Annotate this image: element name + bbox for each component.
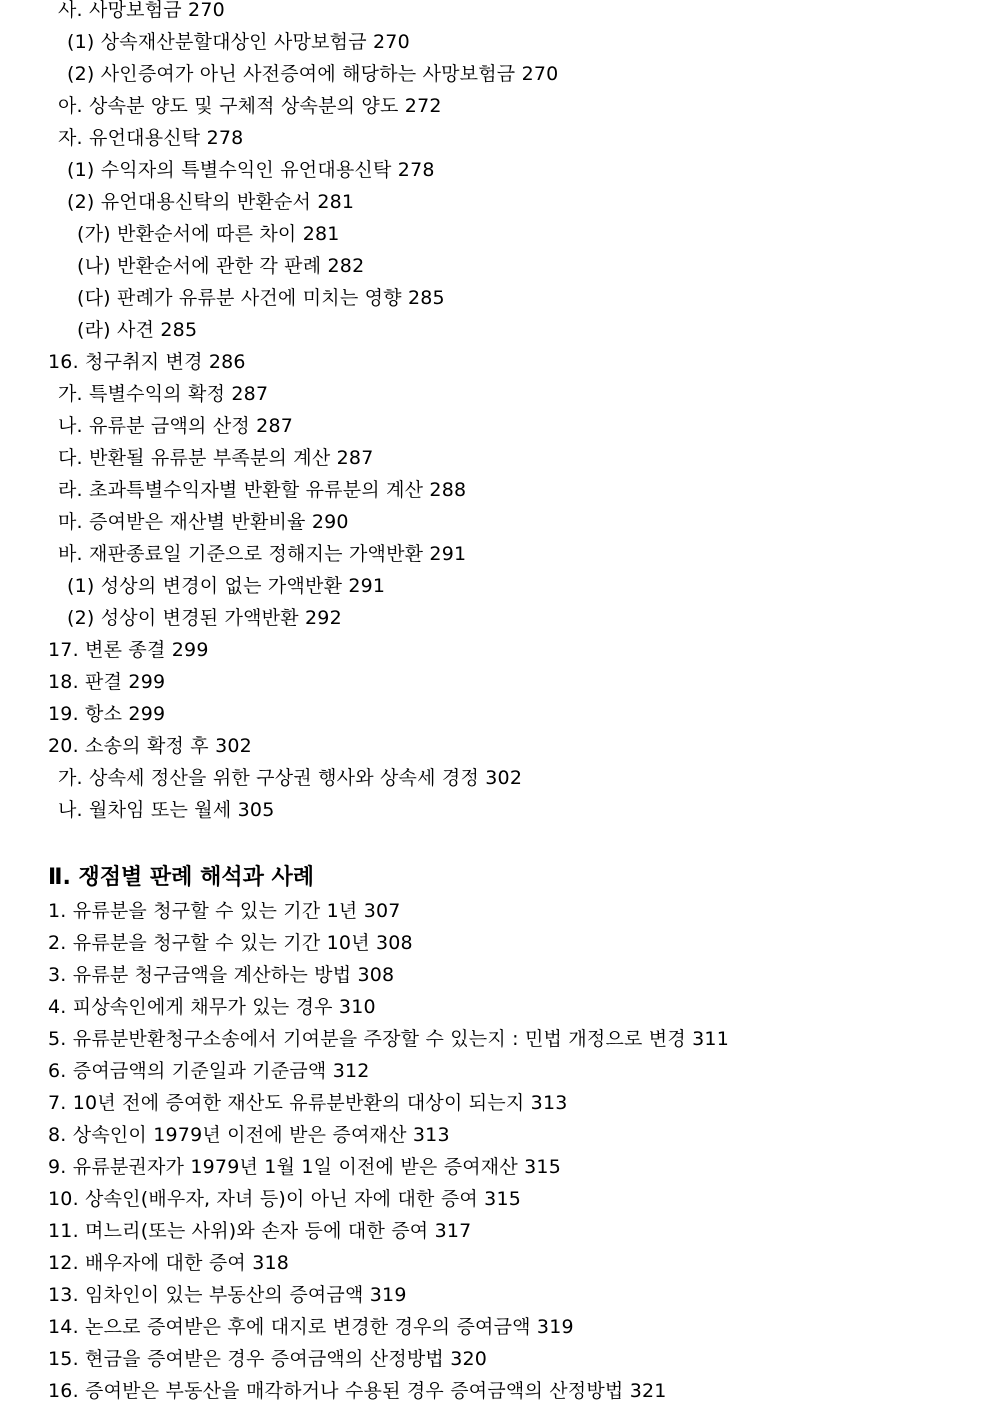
toc-entry: 1. 유류분을 청구할 수 있는 기간 1년 307 xyxy=(48,900,401,922)
toc-entry: 15. 현금을 증여받은 경우 증여금액의 산정방법 320 xyxy=(48,1348,488,1370)
section-heading: Ⅱ. 쟁점별 판례 해석과 사례 xyxy=(48,865,315,890)
toc-entry: 다. 반환될 유류분 부족분의 계산 287 xyxy=(58,447,374,469)
toc-entry: (1) 수익자의 특별수익인 유언대용신탁 278 xyxy=(67,159,435,181)
toc-entry: 17. 변론 종결 299 xyxy=(48,639,209,661)
toc-entry: 19. 항소 299 xyxy=(48,703,166,725)
toc-entry: 가. 특별수익의 확정 287 xyxy=(58,383,269,405)
toc-entry: 6. 증여금액의 기준일과 기준금액 312 xyxy=(48,1060,370,1082)
toc-entry: 13. 임차인이 있는 부동산의 증여금액 319 xyxy=(48,1284,407,1306)
toc-entry: (나) 반환순서에 관한 각 판례 282 xyxy=(77,255,365,277)
toc-entry: (2) 성상이 변경된 가액반환 292 xyxy=(67,607,342,629)
toc-entry: 바. 재판종료일 기준으로 정해지는 가액반환 291 xyxy=(58,543,467,565)
toc-entry: 18. 판결 299 xyxy=(48,671,166,693)
toc-entry: (2) 사인증여가 아닌 사전증여에 해당하는 사망보험금 270 xyxy=(67,63,559,85)
toc-entry: 11. 며느리(또는 사위)와 손자 등에 대한 증여 317 xyxy=(48,1220,472,1242)
toc-entry: (1) 성상의 변경이 없는 가액반환 291 xyxy=(67,575,386,597)
toc-entry: 3. 유류분 청구금액을 계산하는 방법 308 xyxy=(48,964,395,986)
toc-entry: 10. 상속인(배우자, 자녀 등)이 아닌 자에 대한 증여 315 xyxy=(48,1188,522,1210)
toc-entry: 사. 사망보험금 270 xyxy=(58,0,225,21)
toc-entry: 9. 유류분권자가 1979년 1월 1일 이전에 받은 증여재산 315 xyxy=(48,1156,562,1178)
toc-entry: 가. 상속세 정산을 위한 구상권 행사와 상속세 경정 302 xyxy=(58,767,523,789)
toc-entry: 20. 소송의 확정 후 302 xyxy=(48,735,252,757)
toc-entry: 라. 초과특별수익자별 반환할 유류분의 계산 288 xyxy=(58,479,467,501)
toc-entry: (가) 반환순서에 따른 차이 281 xyxy=(77,223,340,245)
toc-entry: 나. 월차임 또는 월세 305 xyxy=(58,799,275,821)
toc-entry: 아. 상속분 양도 및 구체적 상속분의 양도 272 xyxy=(58,95,442,117)
toc-entry: (라) 사견 285 xyxy=(77,319,198,341)
toc-entry: (1) 상속재산분할대상인 사망보험금 270 xyxy=(67,31,410,53)
toc-entry: (다) 판례가 유류분 사건에 미치는 영향 285 xyxy=(77,287,445,309)
toc-entry: 8. 상속인이 1979년 이전에 받은 증여재산 313 xyxy=(48,1124,450,1146)
toc-entry: 12. 배우자에 대한 증여 318 xyxy=(48,1252,290,1274)
toc-entry: 16. 증여받은 부동산을 매각하거나 수용된 경우 증여금액의 산정방법 321 xyxy=(48,1380,667,1402)
toc-entry: (2) 유언대용신탁의 반환순서 281 xyxy=(67,191,355,213)
toc-entry: 14. 논으로 증여받은 후에 대지로 변경한 경우의 증여금액 319 xyxy=(48,1316,574,1338)
toc-entry: 마. 증여받은 재산별 반환비율 290 xyxy=(58,511,349,533)
toc-entry: 4. 피상속인에게 채무가 있는 경우 310 xyxy=(48,996,376,1018)
toc-entry: 자. 유언대용신탁 278 xyxy=(58,127,244,149)
toc-entry: 16. 청구취지 변경 286 xyxy=(48,351,246,373)
toc-entry: 7. 10년 전에 증여한 재산도 유류분반환의 대상이 되는지 313 xyxy=(48,1092,568,1114)
toc-entry: 나. 유류분 금액의 산정 287 xyxy=(58,415,294,437)
toc-entry: 2. 유류분을 청구할 수 있는 기간 10년 308 xyxy=(48,932,413,954)
toc-entry: 5. 유류분반환청구소송에서 기여분을 주장할 수 있는지 : 민법 개정으로 변경 311 xyxy=(48,1028,730,1050)
